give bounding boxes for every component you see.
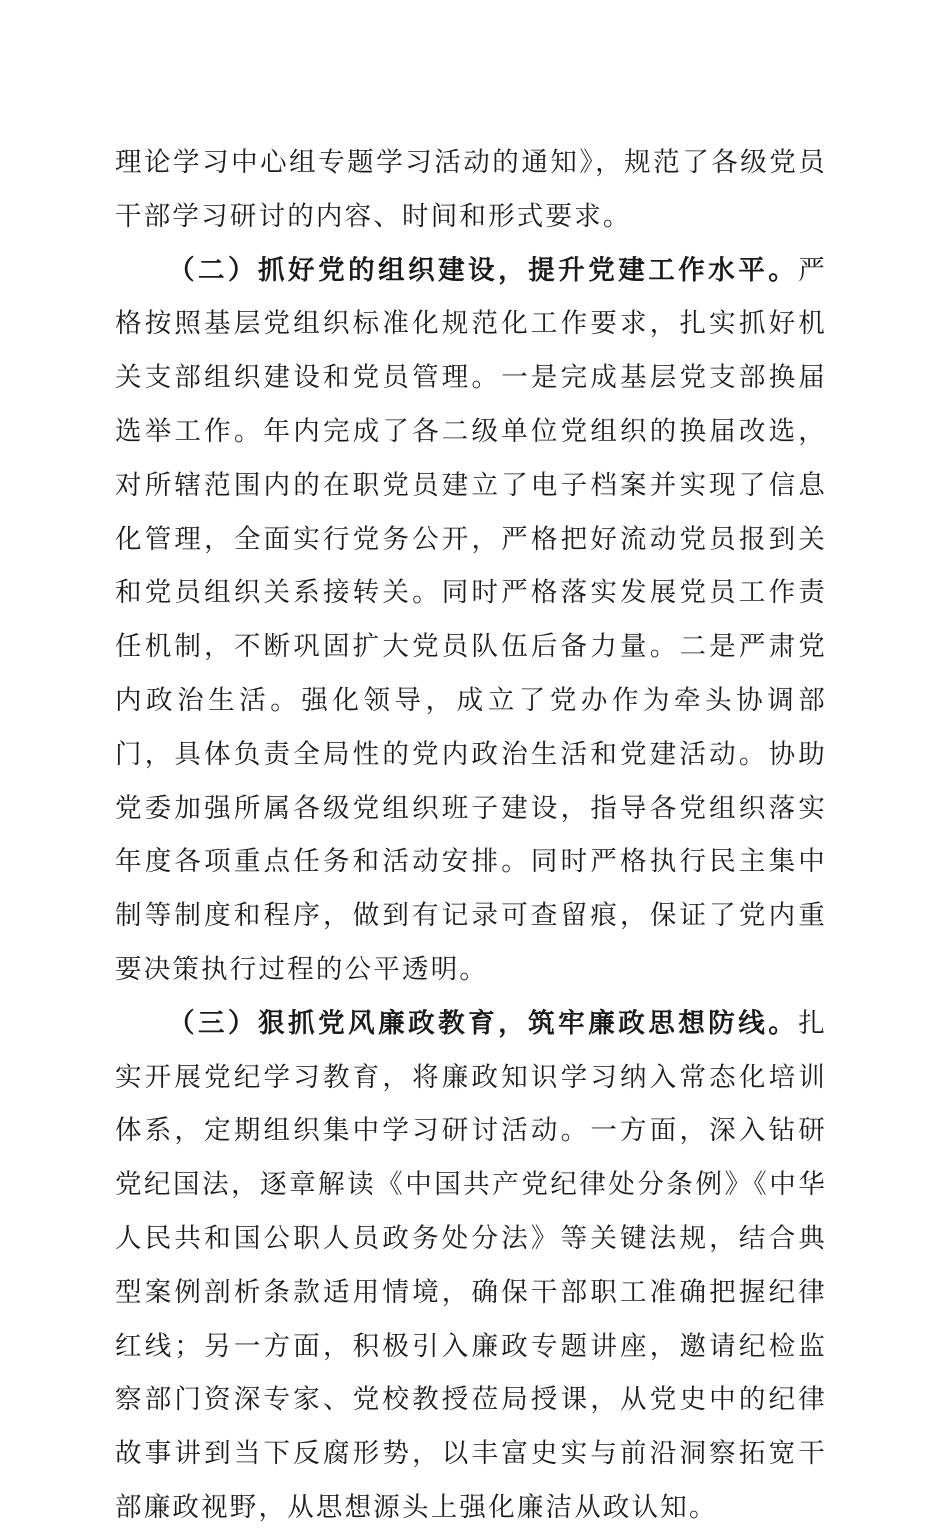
paragraph-text: 扎实开展党纪学习教育，将廉政知识学习纳入常态化培训体系，定期组织集中学习研讨活动。一方面，深入钻研党纪国法，逐章解读《中国共产党纪律处分条例》《中华人民共和国公职人员政务处分法》等关键法规，结合典型案例剖析条款适用情境，确保干部职工准确把握纪律红线；另一方面，积极引入廉政专题讲座，邀请纪检监察部门资深专家、党校教授莅局授课，从党史中的纪律故事讲到当下反腐形势，以丰富史实与前沿洞察拓宽干部廉政视野，从思想源头上强化廉洁从政认知。 (115, 1007, 827, 1523)
paragraph-section-three (115, 997, 827, 1535)
section-heading-two: （二）抓好党的组织建设，提升党建工作水平。 (168, 254, 799, 286)
paragraph-section-two (115, 244, 827, 997)
section-heading-three: （三）狠抓党风廉政教育，筑牢廉政思想防线。 (168, 1007, 799, 1039)
paragraph-text: 严格按照基层党组织标准化规范化工作要求，扎实抓好机关支部组织建设和党员管理。一是完成基层党支部换届选举工作。年内完成了各二级单位党组织的换届改选，对所辖范围内的在职党员建立了电子档案并实现了信息化管理，全面实行党务公开，严格把好流动党员报到关和党员组织关系接转关。同时严格落实发展党员工作责任机制，不断巩固扩大党员队伍后备力量。二是严肃党内政治生活。强化领导，成立了党办作为牵头协调部门，具体负责全局性的党内政治生活和党建活动。协助党委加强所属各级党组织班子建设，指导各党组织落实年度各项重点任务和活动安排。同时严格执行民主集中制等制度和程序，做到有记录可查留痕，保证了党内重要决策执行过程的公平透明。 (115, 254, 827, 985)
paragraph-text: 理论学习中心组专题学习活动的通知》，规范了各级党员干部学习研讨的内容、时间和形式要求。 (115, 147, 827, 232)
paragraph-continuation (115, 136, 827, 244)
document-body (115, 136, 827, 1535)
